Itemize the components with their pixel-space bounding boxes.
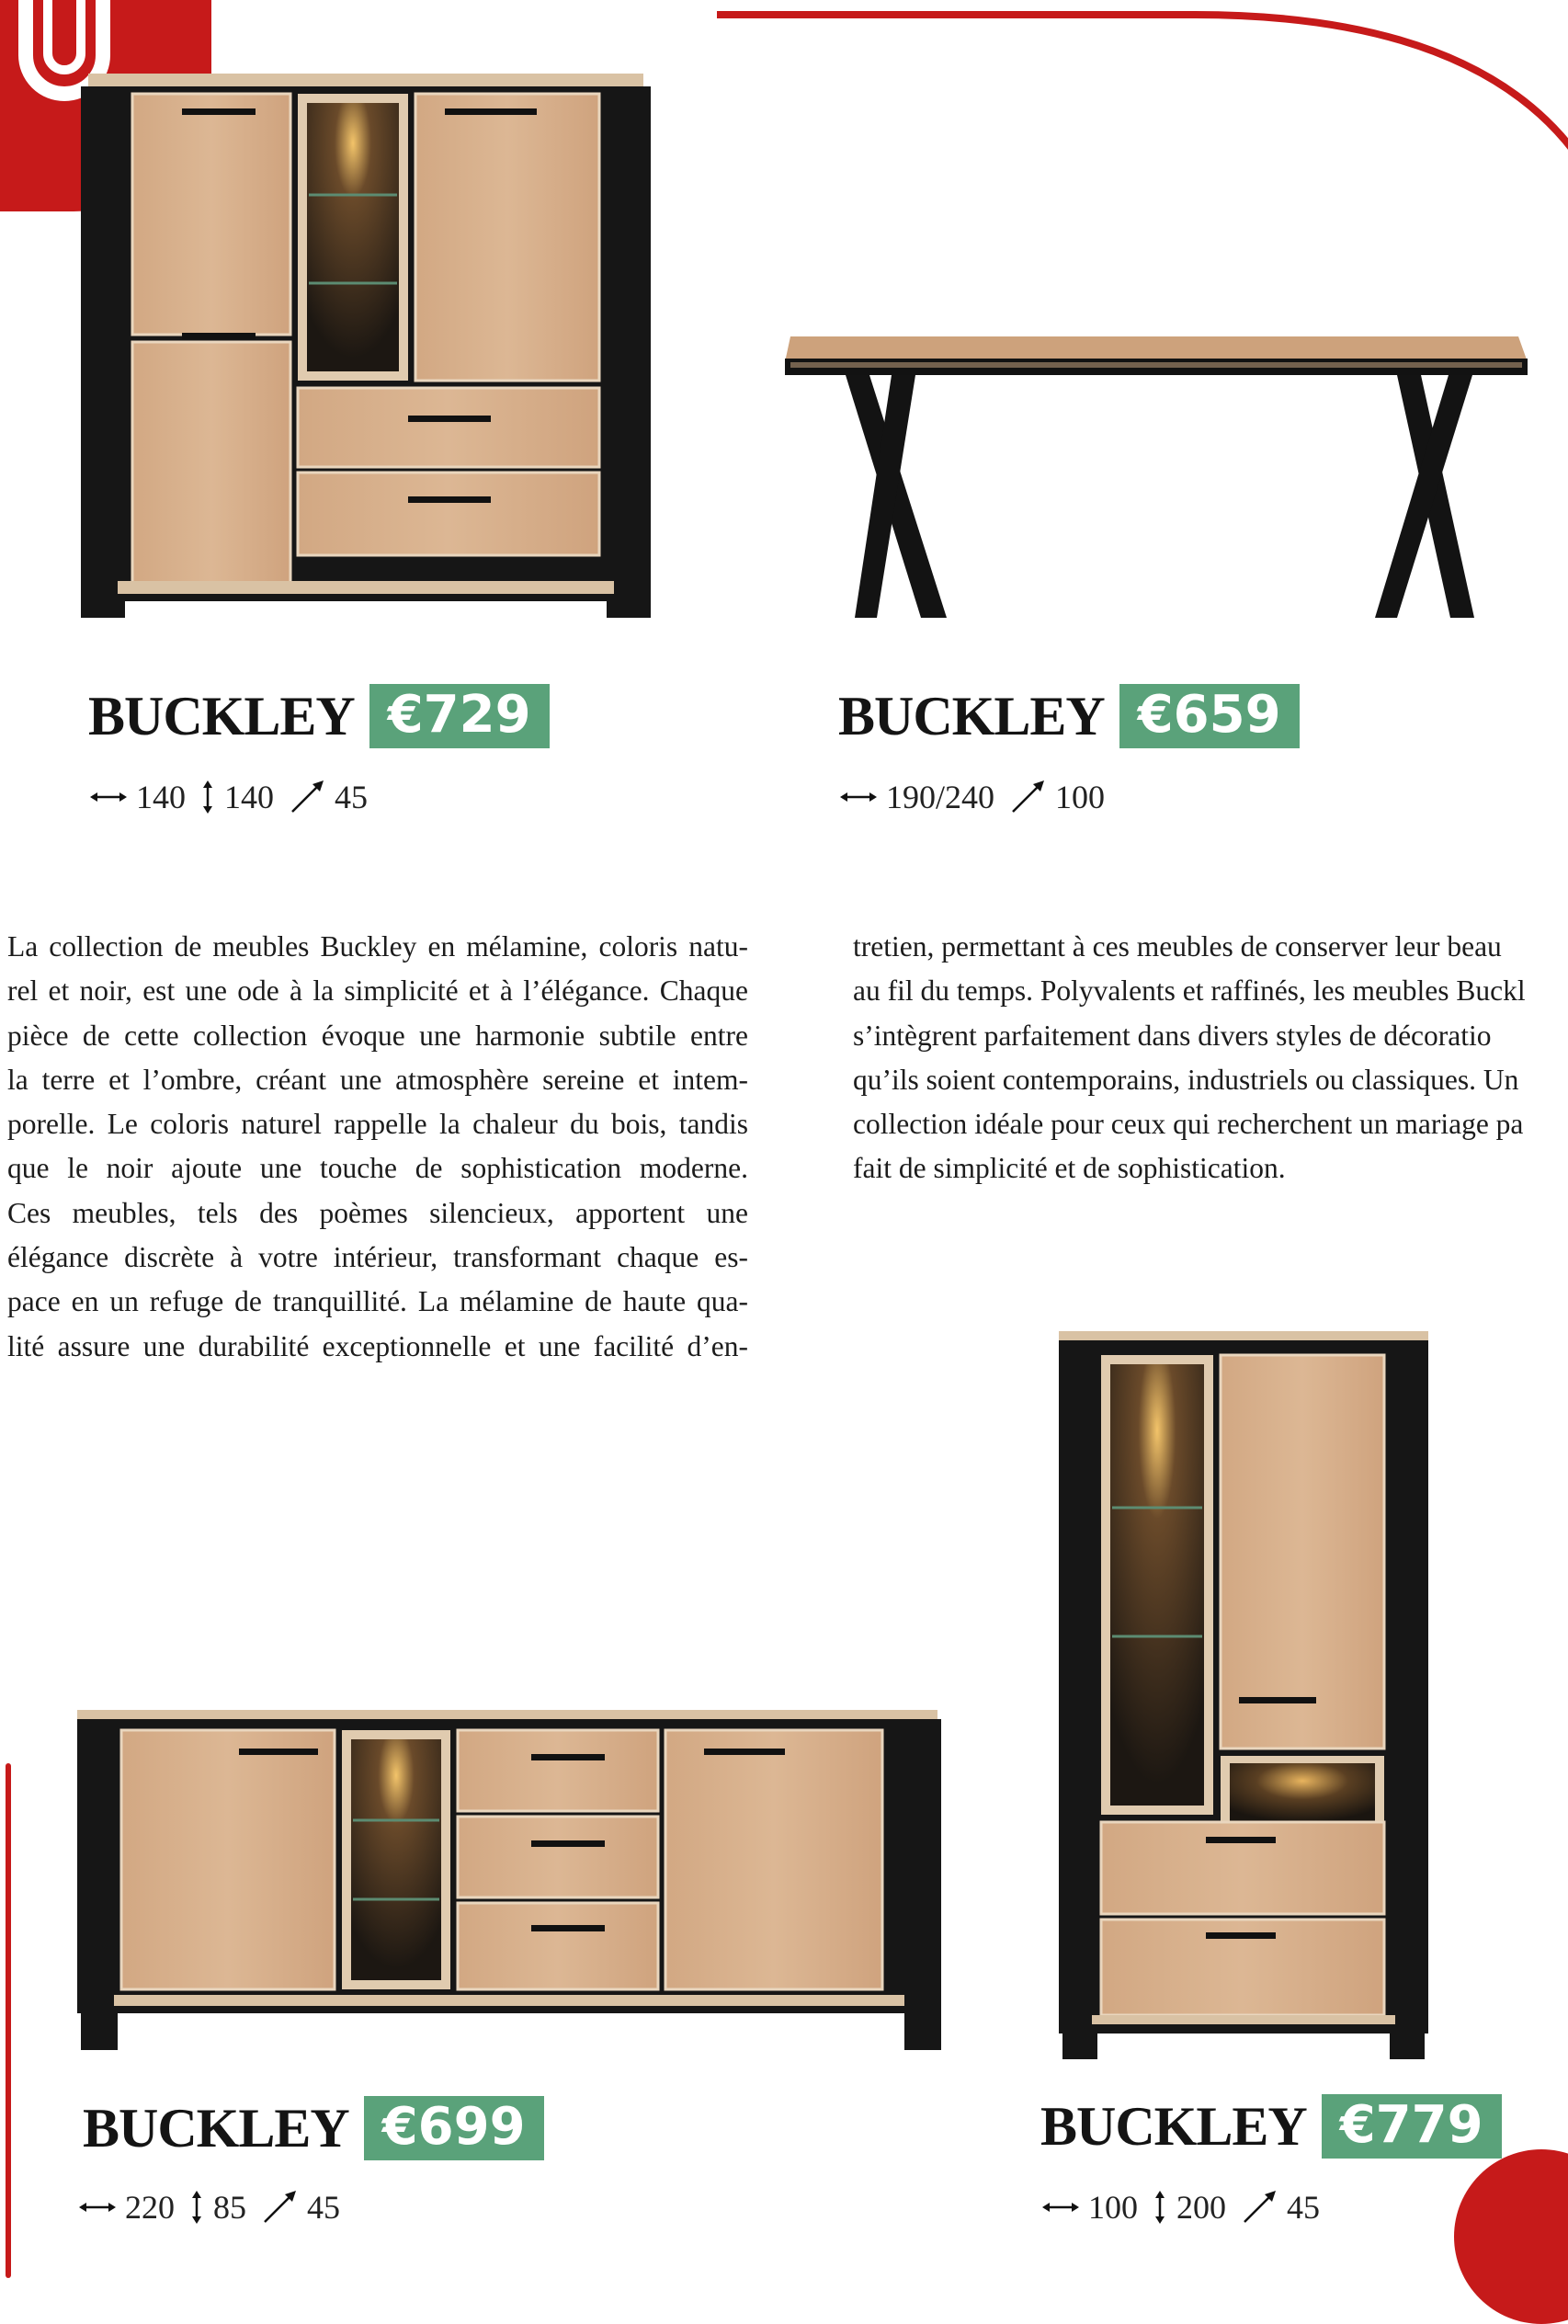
price-badge: €729	[369, 684, 550, 748]
description-line: que le noir ajoute une touche de sophistication moderne.	[7, 1152, 748, 1185]
description-line: rel et noir, est une ode à la simplicité et à l’élégance. Chaque	[7, 974, 748, 1008]
description-line: collection idéale pour ceux qui recherchent un mariage pa	[853, 1108, 1524, 1141]
product-image-dining-table	[772, 276, 1535, 644]
description-line: élégance discrète à votre intérieur, transformant chaque es-	[7, 1241, 748, 1274]
depth-arrow-icon	[1239, 2189, 1279, 2226]
height-value: 85	[213, 2189, 246, 2226]
price-badge: €699	[364, 2096, 544, 2160]
product-dimensions	[77, 2188, 353, 2227]
depth-arrow-icon	[259, 2189, 300, 2226]
description-line: porelle. Le coloris naturel rappelle la chaleur du bois, tandis	[7, 1108, 748, 1141]
depth-value: 45	[1287, 2189, 1320, 2226]
depth-value: 100	[1055, 779, 1106, 815]
description-line: fait de simplicité et de sophistication.	[853, 1152, 1286, 1185]
description-line: La collection de meubles Buckley en mélamine, coloris natu-	[7, 930, 748, 963]
width-arrow-icon	[838, 779, 879, 815]
width-value: 220	[125, 2189, 175, 2226]
brand-logo-icon-bottom	[1454, 2149, 1568, 2324]
depth-arrow-icon	[287, 779, 327, 815]
depth-value: 45	[335, 779, 368, 815]
description-column-1	[7, 925, 748, 1369]
product-dimensions	[838, 778, 1118, 816]
depth-value: 45	[307, 2189, 340, 2226]
product-dimensions	[1040, 2188, 1333, 2227]
width-arrow-icon	[77, 2189, 118, 2226]
product-name: BUCKLEY	[838, 686, 1105, 746]
width-arrow-icon	[88, 779, 129, 815]
depth-arrow-icon	[1007, 779, 1048, 815]
product-card-sideboard	[83, 2096, 544, 2160]
product-image-highboard	[81, 66, 651, 618]
description-line: au fil du temps. Polyvalents et raffinés, les meubles Buckl	[853, 974, 1526, 1008]
width-value: 190/240	[886, 779, 995, 815]
product-image-sideboard	[77, 1701, 941, 2050]
description-line: lité assure une durabilité exceptionnelle et une facilité d’en-	[7, 1329, 748, 1362]
width-arrow-icon	[1040, 2189, 1081, 2226]
height-arrow-icon	[1151, 2189, 1169, 2226]
product-dimensions	[88, 778, 381, 816]
width-value: 100	[1088, 2189, 1138, 2226]
height-value: 140	[224, 779, 274, 815]
product-card-highboard	[88, 684, 550, 748]
height-value: 200	[1176, 2189, 1226, 2226]
height-arrow-icon	[187, 2189, 206, 2226]
description-line: s’intègrent parfaitement dans divers styles de décoratio	[853, 1019, 1492, 1052]
description-column-2	[853, 925, 1568, 1191]
width-value: 140	[136, 779, 186, 815]
product-name: BUCKLEY	[88, 686, 355, 746]
description-line: tretien, permettant à ces meubles de conserver leur beau	[853, 930, 1502, 963]
product-image-vitrine	[1055, 1324, 1432, 2059]
price-badge: €659	[1119, 684, 1300, 748]
decorative-red-rule	[6, 1763, 11, 2278]
product-card-dining-table	[838, 684, 1300, 748]
height-arrow-icon	[199, 779, 217, 815]
description-line: pièce de cette collection évoque une harmonie subtile entre	[7, 1019, 748, 1052]
description-line: la terre et l’ombre, créant une atmosphère sereine et intem-	[7, 1063, 748, 1096]
description-line: Ces meubles, tels des poèmes silencieux, apportent une	[7, 1196, 748, 1229]
product-name: BUCKLEY	[1040, 2096, 1307, 2157]
description-line: pace en un refuge de tranquillité. La mélamine de haute qua-	[7, 1285, 748, 1318]
product-name: BUCKLEY	[83, 2098, 349, 2159]
product-card-vitrine	[1040, 2094, 1502, 2159]
description-line: qu’ils soient contemporains, industriels ou classiques. Un	[853, 1063, 1519, 1096]
price-badge: €779	[1322, 2094, 1502, 2159]
